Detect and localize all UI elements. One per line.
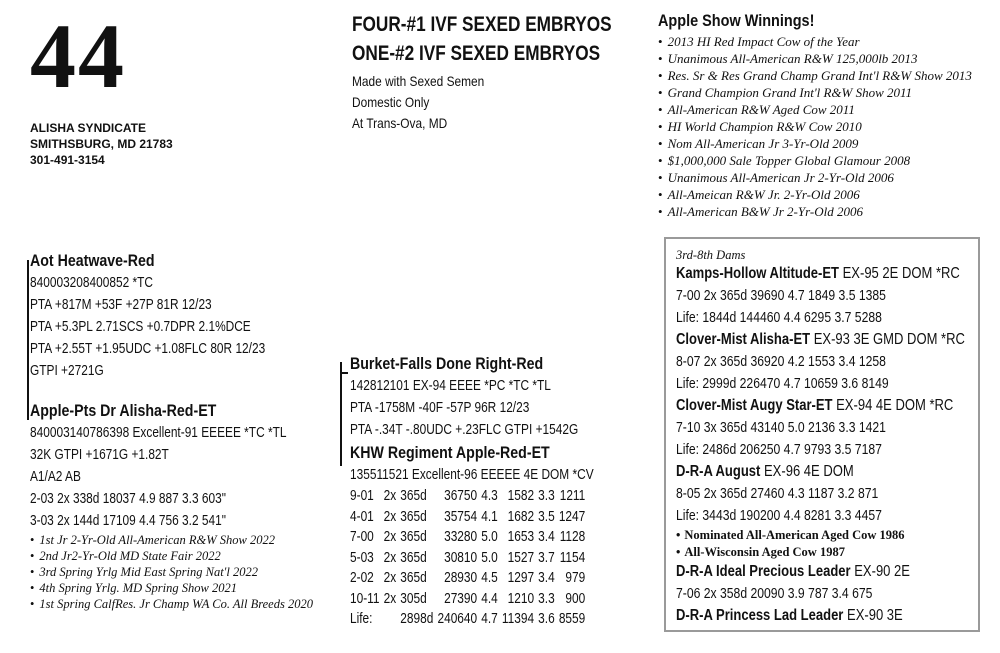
box-award: • All-Wisconsin Aged Cow 1987 xyxy=(676,544,1000,561)
dam-name-text: D-R-A August xyxy=(676,463,761,480)
sire-line: PTA +2.55T +1.95UDC +1.08FLC 80R 12/23 xyxy=(30,341,266,357)
offering-note: Made with Sexed Semen xyxy=(352,73,485,89)
mgs-line: 142812101 EX-94 EEEE *PC *TC *TL xyxy=(350,378,551,394)
granddam-record-row xyxy=(350,609,589,630)
granddam-record-cell: 4.4 xyxy=(481,590,498,607)
granddam-record-cell: 5.0 xyxy=(481,549,498,566)
sire-name: Aot Heatwave-Red xyxy=(30,252,155,270)
winnings-list xyxy=(658,33,972,220)
granddam-record-cell: 4-01 xyxy=(350,508,374,525)
granddam-record-cell: 3.5 xyxy=(538,508,555,525)
sire-line: PTA +817M +53F +27P 81R 12/23 xyxy=(30,297,212,313)
winnings-item: • All-American R&W Aged Cow 2011 xyxy=(658,101,972,118)
granddam-record-cell: 2x xyxy=(383,549,397,566)
mgs-name: Burket-Falls Done Right-Red xyxy=(350,355,544,373)
box-dam-name xyxy=(676,329,965,351)
granddam-record-cell: 3.4 xyxy=(538,570,555,586)
granddam-record-cell: 5.0 xyxy=(481,529,498,545)
winnings-title: Apple Show Winnings! xyxy=(658,11,815,30)
granddam-record-cell: 27390 xyxy=(444,590,478,607)
box-dam-record: 7-00 2x 365d 39690 4.7 1849 3.5 1385 xyxy=(676,288,886,304)
sire-line: 840003208400852 *TC xyxy=(30,275,153,291)
dam-award: • 2nd Jr2-Yr-Old MD State Fair 2022 xyxy=(30,548,343,564)
show-winnings xyxy=(658,9,972,220)
offering-block xyxy=(352,10,669,134)
granddam-record-cell: 365d xyxy=(400,508,427,525)
granddam-record-row xyxy=(350,486,589,507)
offering-line-2: ONE-#2 IVF SEXED EMBRYOS xyxy=(352,42,601,65)
granddam-record-cell: 1128 xyxy=(559,529,586,545)
box-dam-name xyxy=(676,461,965,483)
granddam-record-cell: 365d xyxy=(400,488,427,504)
box-dam-record: Life: 2999d 226470 4.7 10659 3.6 8149 xyxy=(676,376,889,392)
box-dam-record: 7-10 3x 365d 43140 5.0 2136 3.3 1421 xyxy=(676,420,886,436)
granddam-record-cell: 1247 xyxy=(558,508,586,525)
granddam-record-cell: 365d xyxy=(400,549,427,566)
granddam-record-cell: 2x xyxy=(383,508,397,525)
dam-line: A1/A2 AB xyxy=(30,469,81,485)
granddam-record-cell: 2898d xyxy=(400,611,434,627)
dam-classification: EX-90 2E xyxy=(854,563,910,580)
granddam-record-cell: 10-11 xyxy=(350,590,380,607)
winnings-item: • Nom All-American Jr 3-Yr-Old 2009 xyxy=(658,135,972,152)
granddam-record-cell xyxy=(384,609,401,630)
granddam-record-cell: 3.6 xyxy=(538,611,555,627)
granddam-record-cell: 3.7 xyxy=(538,549,555,566)
dam-award: • 4th Spring Yrlg. MD Spring Show 2021 xyxy=(30,580,343,596)
dam-classification: EX-93 3E GMD DOM *RC xyxy=(813,331,965,348)
granddam-record-cell: 4.1 xyxy=(481,508,498,525)
dam-record: 3-03 2x 144d 17109 4.4 756 3.2 541" xyxy=(30,513,226,529)
box-dam-name xyxy=(676,395,965,417)
granddam-record-cell: 4.5 xyxy=(481,570,498,586)
dam-line: 840003140786398 Excellent-91 EEEEE *TC *TL xyxy=(30,425,287,441)
granddam-record-row xyxy=(350,507,589,528)
granddam-record-cell: 2x xyxy=(383,590,397,607)
granddam-record-cell: 7-00 xyxy=(350,529,374,545)
granddam-record-cell: 1210 xyxy=(507,590,535,607)
granddam-block xyxy=(350,442,647,630)
granddam-record-cell: 9-01 xyxy=(350,488,374,504)
box-dam-record: 8-05 2x 365d 27460 4.3 1187 3.2 871 xyxy=(676,486,879,502)
granddam-header: 135511521 Excellent-96 EEEEE 4E DOM *CV xyxy=(350,467,594,483)
winnings-item: • $1,000,000 Sale Topper Global Glamour 2008 xyxy=(658,152,972,169)
maternal-grandsire xyxy=(350,353,628,441)
granddam-record-cell: 2x xyxy=(383,488,397,504)
sire-line: PTA +5.3PL 2.71SCS +0.7DPR 2.1%DCE xyxy=(30,319,251,335)
dam-classification: EX-96 4E DOM xyxy=(764,463,854,480)
consignor-city: SMITHSBURG, MD 21783 xyxy=(30,137,173,151)
dam-name-text: Kamps-Hollow Altitude-ET xyxy=(676,265,839,282)
granddam-record-cell: 2-02 xyxy=(350,570,374,586)
consignor-info xyxy=(30,120,173,168)
granddam-record-cell: 8559 xyxy=(558,611,586,627)
box-dam-name xyxy=(676,561,965,583)
winnings-item: • 2013 HI Red Impact Cow of the Year xyxy=(658,33,972,50)
dam-block xyxy=(30,400,343,612)
winnings-item: • Grand Champion Grand Int'l R&W Show 2011 xyxy=(658,84,972,101)
granddam-record-cell: 2x xyxy=(383,529,397,545)
dam-award: • 1st Jr 2-Yr-Old All-American R&W Show 2022 xyxy=(30,532,343,548)
granddam-record-cell: 28930 xyxy=(444,570,478,586)
dam-award: • 3rd Spring Yrlg Mid East Spring Nat'l 2022 xyxy=(30,564,343,580)
granddam-record-cell: 30810 xyxy=(444,549,478,566)
box-dam-record: 8-07 2x 365d 36920 4.2 1553 3.4 1258 xyxy=(676,354,886,370)
offering-note: At Trans-Ova, MD xyxy=(352,115,448,131)
dam-record: 2-03 2x 338d 18037 4.9 887 3.3 603" xyxy=(30,491,226,507)
granddam-record-cell: 1582 xyxy=(507,488,535,504)
winnings-item: • Unanimous All-American Jr 2-Yr-Old 2006 xyxy=(658,169,972,186)
granddam-record-cell: 4.3 xyxy=(481,488,498,504)
consignor-phone: 301-491-3154 xyxy=(30,153,105,167)
granddam-record-cell: 1211 xyxy=(559,488,586,504)
box-dam-record: 7-06 2x 358d 20090 3.9 787 3.4 675 xyxy=(676,586,873,602)
winnings-item: • Unanimous All-American R&W 125,000lb 2013 xyxy=(658,50,972,67)
granddam-record-cell: 1682 xyxy=(507,508,535,525)
box-dam-record: Life: 3443d 190200 4.4 8281 3.3 4457 xyxy=(676,508,882,524)
granddam-record-cell: 3.4 xyxy=(538,529,555,545)
sire-line: GTPI +2721G xyxy=(30,363,104,379)
pedigree-bracket xyxy=(27,260,29,420)
sire-block xyxy=(30,250,317,382)
offering-line-1: FOUR-#1 IVF SEXED EMBRYOS xyxy=(352,13,612,36)
granddam-record-cell: 5-03 xyxy=(350,549,374,566)
consignor-name: ALISHA SYNDICATE xyxy=(30,121,147,135)
granddam-record-cell: 3.3 xyxy=(538,488,555,504)
granddam-record-cell: 979 xyxy=(565,570,586,586)
granddam-record-cell: 35754 xyxy=(444,508,478,525)
granddam-record-cell: 36750 xyxy=(444,488,478,504)
box-award: • Nominated All-American Aged Cow 1986 xyxy=(676,527,1000,544)
winnings-item: • Res. Sr & Res Grand Champ Grand Int'l R&W Show 2013 xyxy=(658,67,972,84)
dam-name-text: D-R-A Ideal Precious Leader xyxy=(676,563,851,580)
granddam-record-cell: 365d xyxy=(400,529,427,545)
dam-name-text: Clover-Mist Alisha-ET xyxy=(676,331,811,348)
granddam-record-cell: 305d xyxy=(400,590,427,607)
granddam-record-row xyxy=(350,589,589,610)
dam-name-text: Clover-Mist Augy Star-ET xyxy=(676,397,833,414)
dam-name-text: D-R-A Princess Lad Leader xyxy=(676,607,844,624)
winnings-item: • All-Ameican R&W Jr. 2-Yr-Old 2006 xyxy=(658,186,972,203)
granddam-record-cell: 240640 xyxy=(437,611,478,627)
winnings-item: • All-American B&W Jr 2-Yr-Old 2006 xyxy=(658,203,972,220)
granddam-record-cell: 2x xyxy=(383,570,397,586)
dam-classification: EX-94 4E DOM *RC xyxy=(836,397,954,414)
lot-number: 44 xyxy=(30,5,126,107)
granddam-record-cell: 1297 xyxy=(507,570,535,586)
dam-classification: EX-90 3E xyxy=(847,607,903,624)
granddam-record-cell: 11394 xyxy=(501,611,535,627)
dam-name: Apple-Pts Dr Alisha-Red-ET xyxy=(30,402,217,420)
offering-note: Domestic Only xyxy=(352,94,430,110)
granddam-record-cell: 33280 xyxy=(444,529,478,545)
granddam-record-cell: 900 xyxy=(565,590,586,607)
granddam-record-row xyxy=(350,548,589,569)
granddam-record-cell: 1154 xyxy=(559,549,586,566)
box-dam-record: Life: 2486d 206250 4.7 9793 3.5 7187 xyxy=(676,442,882,458)
dam-classification: EX-95 2E DOM *RC xyxy=(842,265,960,282)
granddam-record-cell: 4.7 xyxy=(481,611,498,627)
mgs-line: PTA -.34T -.80UDC +.23FLC GTPI +1542G xyxy=(350,422,579,438)
granddam-record-row xyxy=(350,568,589,589)
dams-box xyxy=(664,237,980,632)
granddam-record-row xyxy=(350,527,589,548)
box-dam-name xyxy=(676,263,965,285)
dam-award: • 1st Spring CalfRes. Jr Champ WA Co. All Breeds 2020 xyxy=(30,596,343,612)
granddam-record-cell: 365d xyxy=(400,570,427,586)
granddam-records xyxy=(350,486,589,630)
winnings-item: • HI World Champion R&W Cow 2010 xyxy=(658,118,972,135)
granddam-record-cell: 3.3 xyxy=(538,590,555,607)
granddam-record-cell: Life: xyxy=(350,611,373,627)
granddam-record-cell: 1527 xyxy=(507,549,535,566)
granddam-record-cell: 1653 xyxy=(507,529,535,545)
box-dam-record: Life: 1844d 144460 4.4 6295 3.7 5288 xyxy=(676,310,882,326)
box-dam-name xyxy=(676,605,965,627)
mgs-line: PTA -1758M -40F -57P 96R 12/23 xyxy=(350,400,530,416)
dam-line: 32K GTPI +1671G +1.82T xyxy=(30,447,169,463)
dams-box-label: 3rd-8th Dams xyxy=(676,248,746,262)
granddam-name: KHW Regiment Apple-Red-ET xyxy=(350,444,550,462)
